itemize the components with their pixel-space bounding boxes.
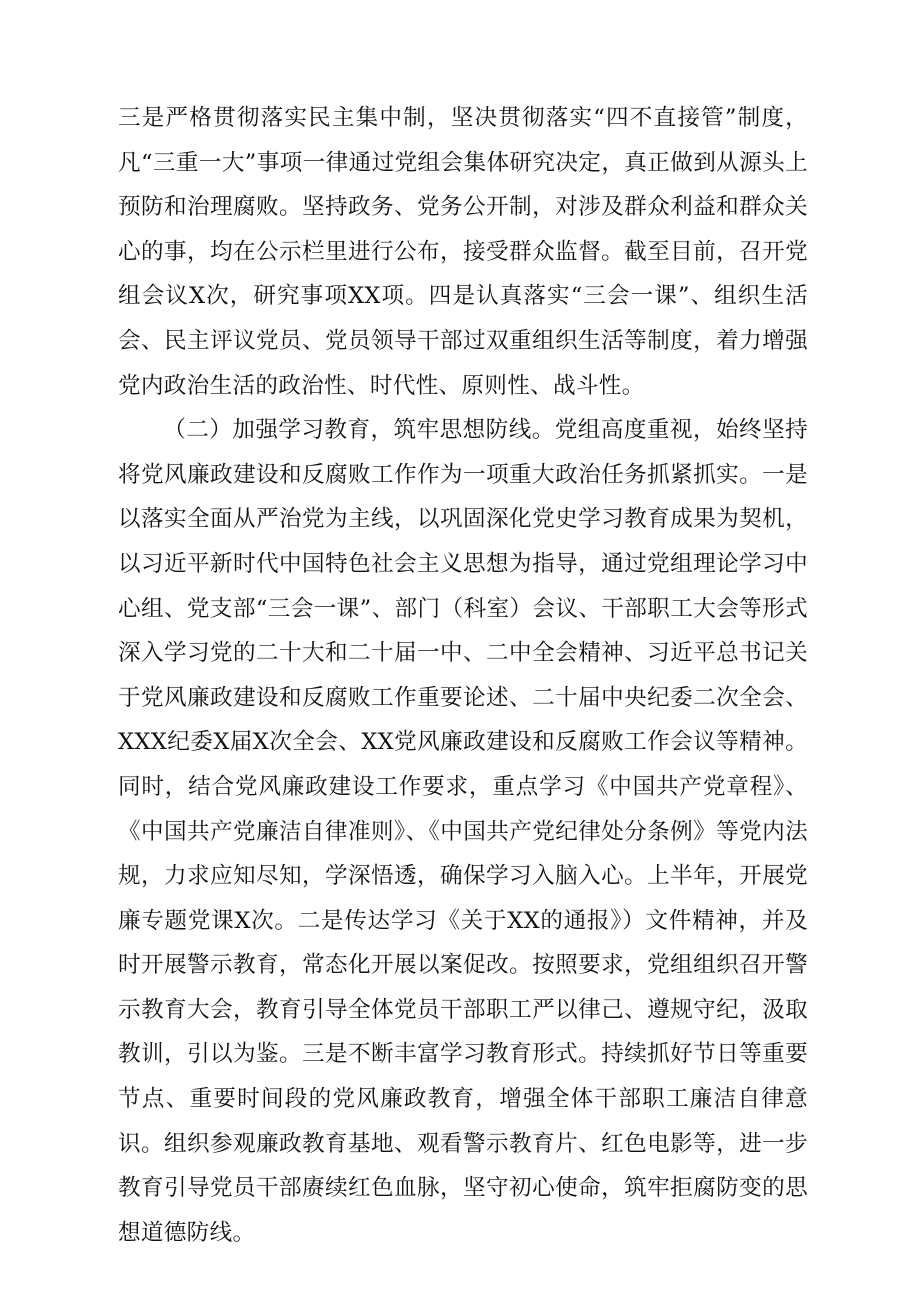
- paragraph-continuation: 三是严格贯彻落实民主集中制，坚决贯彻落实“四不直接管”制度，凡“三重一大”事项一律通过党组会集体研究决定，真正做到从源头上预防和治理腐败。坚持政务、党务公开制，对涉及群众利益和群众关心的事，均在公示栏里进行公布，接受群众监督。截至目前，召开党组会议X次，研究事项XX项。四是认真落实“三会一课”、组织生活会、民主评议党员、党员领导干部过双重组织生活等制度，着力增强党内政治生活的政治性、时代性、原则性、战斗性。: [118, 105, 808, 399]
- document-body: [118, 96, 808, 1255]
- paragraph-section-two: （二）加强学习教育，筑牢思想防线。党组高度重视，始终坚持将党风廉政建设和反腐败工作作为一项重大政治任务抓紧抓实。一是以落实全面从严治党为主线，以巩固深化党史学习教育成果为契机，以习近平新时代中国特色社会主义思想为指导，通过党组理论学习中心组、党支部“三会一课”、部门（科室）会议、干部职工大会等形式深入学习党的二十大和二十届一中、二中全会精神、习近平总书记关于党风廉政建设和反腐败工作重要论述、二十届中央纪委二次全会、XXX纪委X届X次全会、XX党风廉政建设和反腐败工作会议等精神。同时，结合党风廉政建设工作要求，重点学习《中国共产党章程》、《中国共产党廉洁自律准则》、《中国共产党纪律处分条例》等党内法规，力求应知尽知，学深悟透，确保学习入脑入心。上半年，开展党廉专题党课X次。二是传达学习《关于XX的通报》）文件精神，并及时开展警示教育，常态化开展以案促改。按照要求，党组组织召开警示教育大会，教育引导全体党员干部职工严以律己、遵规守纪，汲取教训，引以为鉴。三是不断丰富学习教育形式。持续抓好节日等重要节点、重要时间段的党风廉政教育，增强全体干部职工廉洁自律意识。组织参观廉政教育基地、观看警示教育片、红色电影等，进一步教育引导党员干部赓续红色血脉，坚守初心使命，筑牢拒腐防变的思想道德防线。: [118, 417, 808, 1246]
